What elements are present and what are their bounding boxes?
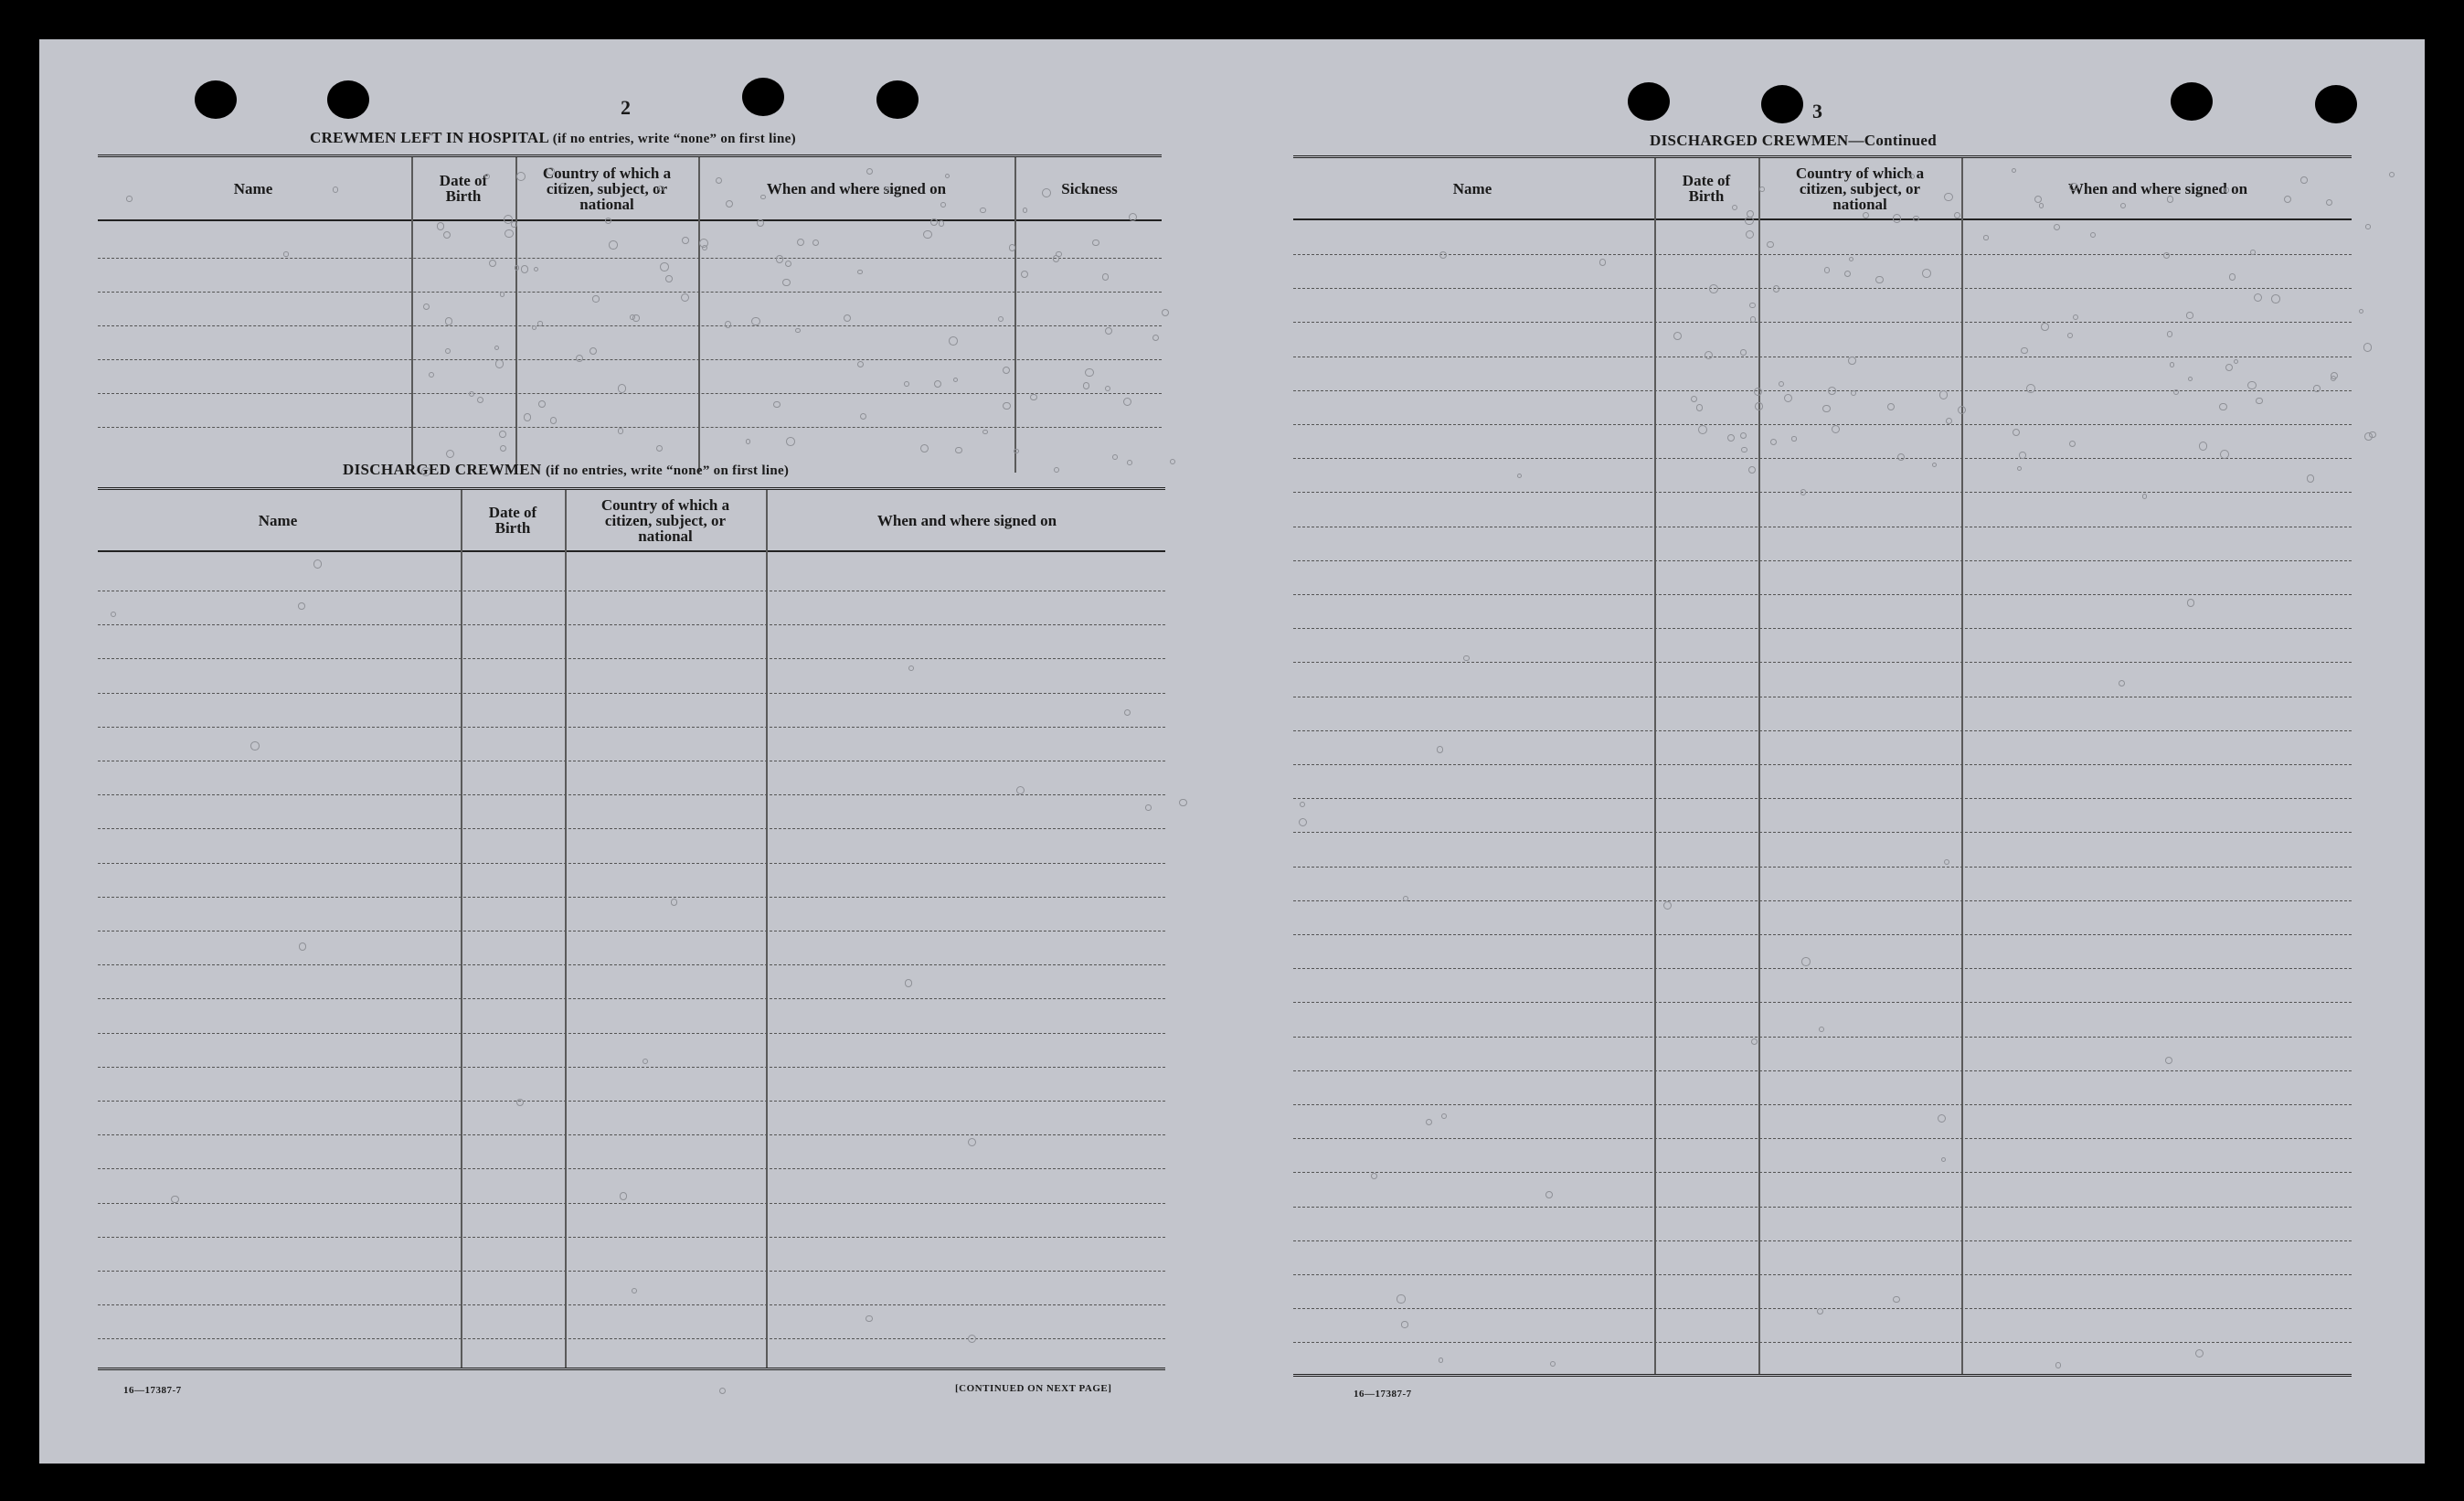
column-header: Name bbox=[233, 179, 273, 197]
paper-speck bbox=[1751, 1038, 1758, 1045]
hospital-title-note: (if no entries, write “none” on first line) bbox=[552, 132, 796, 146]
paper-speck bbox=[538, 400, 546, 408]
paper-speck bbox=[2067, 333, 2073, 338]
entry-line bbox=[1293, 424, 2352, 425]
paper-speck bbox=[857, 361, 864, 367]
paper-speck bbox=[443, 231, 451, 239]
page-number: 2 bbox=[621, 96, 631, 119]
paper-speck bbox=[1944, 193, 1952, 201]
entry-line bbox=[98, 897, 1165, 898]
column-header: Country of which a citizen, subject, or national bbox=[1795, 164, 1925, 213]
paper-speck bbox=[2389, 172, 2395, 177]
hospital-table-header bbox=[98, 157, 1162, 221]
paper-speck bbox=[511, 221, 516, 227]
entry-line bbox=[1293, 1138, 2352, 1139]
paper-speck bbox=[773, 401, 780, 408]
paper-speck bbox=[2225, 187, 2230, 193]
paper-speck bbox=[702, 245, 707, 250]
paper-speck bbox=[1403, 896, 1408, 901]
entry-line bbox=[1293, 1070, 2352, 1071]
paper-speck bbox=[299, 942, 306, 950]
paper-speck bbox=[2026, 384, 2035, 393]
paper-speck bbox=[1791, 436, 1796, 441]
paper-speck bbox=[939, 220, 945, 227]
entry-line bbox=[1293, 1240, 2352, 1241]
paper-speck bbox=[1844, 271, 1851, 277]
hospital-title-text: CREWMEN LEFT IN HOSPITAL bbox=[310, 129, 549, 146]
paper-speck bbox=[560, 183, 565, 187]
entry-line bbox=[98, 1168, 1165, 1169]
paper-speck bbox=[2034, 196, 2042, 203]
paper-speck bbox=[2039, 203, 2044, 208]
paper-speck bbox=[516, 172, 526, 181]
paper-speck bbox=[445, 317, 453, 325]
discharged-table bbox=[98, 487, 1165, 1368]
paper-speck bbox=[2019, 452, 2025, 458]
entry-line bbox=[1293, 560, 2352, 561]
paper-speck bbox=[537, 321, 542, 325]
paper-speck bbox=[2364, 432, 2373, 441]
entry-line bbox=[98, 964, 1165, 965]
column-header: Date of Birth bbox=[488, 504, 537, 537]
paper-speck bbox=[1832, 425, 1840, 433]
paper-speck bbox=[2247, 381, 2257, 390]
paper-speck bbox=[1127, 460, 1132, 465]
paper-speck bbox=[2307, 474, 2315, 483]
paper-speck bbox=[1851, 390, 1856, 396]
form-code: 16—17387-7 bbox=[1354, 1389, 1412, 1400]
paper-speck bbox=[1162, 309, 1169, 316]
paper-speck bbox=[658, 186, 664, 191]
paper-speck bbox=[2300, 176, 2308, 184]
paper-speck bbox=[968, 1138, 976, 1146]
hospital-table bbox=[98, 154, 1162, 473]
column-header: Sickness bbox=[1061, 179, 1118, 197]
paper-speck bbox=[1517, 474, 1522, 478]
paper-speck bbox=[592, 295, 599, 302]
paper-speck bbox=[671, 899, 678, 906]
paper-speck bbox=[660, 262, 669, 271]
paper-speck bbox=[1909, 174, 1915, 179]
entry-line bbox=[1293, 254, 2352, 255]
paper-speck bbox=[1009, 244, 1015, 250]
entry-line bbox=[1293, 764, 2352, 765]
paper-speck bbox=[2167, 331, 2172, 336]
entry-line bbox=[98, 624, 1165, 625]
paper-speck bbox=[682, 237, 689, 244]
entry-line bbox=[98, 427, 1162, 428]
entry-line bbox=[98, 1033, 1165, 1034]
discharged-title-note: (if no entries, write “none” on first line) bbox=[546, 463, 790, 478]
paper-speck bbox=[982, 430, 988, 435]
entry-line bbox=[98, 292, 1162, 293]
paper-speck bbox=[2186, 312, 2193, 318]
paper-speck bbox=[500, 292, 505, 297]
paper-speck bbox=[1939, 390, 1948, 399]
paper-speck bbox=[437, 222, 444, 229]
paper-speck bbox=[2041, 323, 2049, 331]
paper-speck bbox=[550, 417, 557, 423]
paper-speck bbox=[726, 200, 733, 208]
paper-speck bbox=[757, 219, 764, 227]
paper-speck bbox=[1105, 386, 1110, 391]
paper-speck bbox=[1848, 357, 1856, 365]
paper-speck bbox=[2013, 429, 2020, 436]
entry-line bbox=[98, 1304, 1165, 1305]
continued-note: [CONTINUED ON NEXT PAGE] bbox=[955, 1383, 1112, 1394]
paper-speck bbox=[1817, 1308, 1823, 1315]
paper-speck bbox=[1822, 405, 1830, 412]
paper-speck bbox=[2021, 347, 2028, 355]
entry-line bbox=[98, 258, 1162, 259]
entry-line bbox=[1293, 662, 2352, 663]
paper-speck bbox=[2069, 183, 2077, 191]
paper-speck bbox=[2363, 343, 2373, 352]
paper-speck bbox=[589, 347, 597, 355]
paper-speck bbox=[2234, 359, 2238, 364]
paper-speck bbox=[1092, 240, 1099, 247]
paper-speck bbox=[949, 336, 958, 346]
entry-line bbox=[98, 998, 1165, 999]
paper-speck bbox=[1767, 241, 1773, 248]
entry-line bbox=[1293, 968, 2352, 969]
paper-speck bbox=[1021, 271, 1028, 278]
paper-speck bbox=[632, 1288, 637, 1293]
paper-speck bbox=[2271, 294, 2280, 303]
column-header: Name bbox=[258, 511, 298, 529]
paper-speck bbox=[1755, 402, 1763, 410]
column-header: Date of Birth bbox=[1682, 172, 1731, 205]
entry-line bbox=[1293, 832, 2352, 833]
entry-line bbox=[1293, 1002, 2352, 1003]
paper-speck bbox=[1696, 404, 1703, 410]
paper-speck bbox=[866, 1315, 872, 1322]
entry-line bbox=[98, 1101, 1165, 1102]
paper-speck bbox=[250, 741, 260, 750]
paper-speck bbox=[2229, 273, 2236, 281]
discharged-continued-header bbox=[1293, 158, 2352, 220]
paper-speck bbox=[1875, 276, 1884, 284]
page-number: 3 bbox=[1812, 100, 1822, 122]
paper-speck bbox=[2054, 224, 2060, 230]
column-header: Name bbox=[1452, 179, 1492, 197]
column-header: Country of which a citizen, subject, or national bbox=[542, 164, 672, 213]
entry-line bbox=[98, 1203, 1165, 1204]
form-sheet bbox=[39, 39, 2425, 1464]
paper-speck bbox=[2195, 1349, 2204, 1357]
paper-speck bbox=[1145, 804, 1152, 811]
paper-speck bbox=[171, 1196, 179, 1204]
paper-speck bbox=[2313, 385, 2321, 392]
form-code: 16—17387-7 bbox=[123, 1385, 182, 1396]
paper-speck bbox=[1371, 1173, 1377, 1179]
paper-speck bbox=[516, 1099, 524, 1106]
discharged-title-text: DISCHARGED CREWMEN bbox=[343, 461, 542, 478]
paper-speck bbox=[1747, 210, 1754, 218]
paper-speck bbox=[618, 384, 627, 393]
paper-speck bbox=[1691, 396, 1697, 402]
entry-line bbox=[98, 393, 1162, 394]
paper-speck bbox=[532, 325, 536, 330]
entry-line bbox=[1293, 288, 2352, 289]
paper-speck bbox=[2170, 362, 2174, 367]
paper-speck bbox=[1748, 466, 1756, 474]
entry-line bbox=[1293, 1207, 2352, 1208]
column-header: When and where signed on bbox=[766, 179, 947, 197]
column-header: When and where signed on bbox=[2067, 179, 2248, 197]
paper-speck bbox=[1083, 382, 1090, 389]
paper-speck bbox=[1740, 349, 1747, 356]
paper-speck bbox=[812, 240, 819, 246]
entry-line bbox=[98, 1237, 1165, 1238]
paper-speck bbox=[1849, 257, 1853, 261]
paper-speck bbox=[521, 265, 529, 273]
entry-line bbox=[1293, 934, 2352, 935]
column-header: Date of Birth bbox=[439, 172, 488, 205]
entry-line bbox=[1293, 458, 2352, 459]
paper-speck bbox=[844, 314, 851, 322]
paper-speck bbox=[499, 431, 506, 438]
paper-speck bbox=[782, 279, 790, 286]
paper-speck bbox=[1819, 1027, 1824, 1032]
paper-speck bbox=[484, 174, 490, 179]
paper-speck bbox=[2250, 250, 2256, 255]
entry-line bbox=[1293, 594, 2352, 595]
column-header: Country of which a citizen, subject, or national bbox=[600, 495, 730, 545]
paper-speck bbox=[2163, 252, 2170, 259]
paper-speck bbox=[1705, 351, 1713, 359]
entry-line bbox=[1293, 322, 2352, 323]
discharged-continued-table bbox=[1293, 155, 2352, 1374]
paper-speck bbox=[1397, 1294, 1405, 1303]
paper-speck bbox=[1983, 235, 1989, 240]
entry-line bbox=[1293, 1274, 2352, 1275]
paper-speck bbox=[1750, 316, 1756, 322]
paper-speck bbox=[515, 265, 519, 270]
paper-speck bbox=[421, 467, 430, 476]
paper-speck bbox=[2055, 1362, 2061, 1368]
paper-speck bbox=[126, 196, 132, 201]
discharged-table-header bbox=[98, 490, 1165, 552]
paper-speck bbox=[1102, 273, 1109, 280]
paper-speck bbox=[620, 1192, 627, 1199]
paper-speck bbox=[2365, 224, 2371, 229]
paper-speck bbox=[2142, 494, 2148, 499]
paper-speck bbox=[1887, 403, 1895, 410]
entry-line bbox=[1293, 1104, 2352, 1105]
entry-line bbox=[98, 693, 1165, 694]
paper-speck bbox=[1824, 267, 1830, 272]
paper-speck bbox=[1863, 212, 1869, 218]
entry-line bbox=[98, 325, 1162, 326]
entry-line bbox=[1293, 900, 2352, 901]
paper-speck bbox=[795, 328, 800, 333]
paper-speck bbox=[1112, 454, 1118, 460]
paper-speck bbox=[1922, 269, 1931, 278]
paper-speck bbox=[1085, 368, 1094, 378]
discharged-section-title bbox=[343, 461, 789, 479]
paper-speck bbox=[1179, 799, 1186, 806]
paper-speck bbox=[980, 208, 985, 213]
paper-speck bbox=[1437, 746, 1443, 752]
paper-speck bbox=[1023, 208, 1027, 212]
paper-speck bbox=[665, 275, 673, 282]
entry-line bbox=[1293, 867, 2352, 868]
paper-speck bbox=[494, 346, 499, 350]
paper-speck bbox=[1545, 1191, 1553, 1198]
paper-speck bbox=[797, 239, 804, 246]
entry-line bbox=[1293, 628, 2352, 629]
paper-speck bbox=[2167, 196, 2173, 202]
paper-speck bbox=[2165, 1057, 2172, 1064]
entry-line bbox=[98, 828, 1165, 829]
paper-speck bbox=[618, 428, 624, 434]
paper-speck bbox=[534, 267, 538, 271]
entry-line bbox=[98, 1067, 1165, 1068]
paper-speck bbox=[716, 177, 722, 184]
hospital-section-title bbox=[310, 129, 796, 147]
entry-line bbox=[1293, 798, 2352, 799]
paper-speck bbox=[609, 240, 617, 249]
paper-speck bbox=[2199, 442, 2208, 451]
entry-line bbox=[1293, 492, 2352, 493]
paper-speck bbox=[1745, 217, 1753, 225]
paper-speck bbox=[885, 186, 889, 191]
paper-speck bbox=[2220, 450, 2229, 459]
paper-speck bbox=[298, 602, 305, 610]
paper-speck bbox=[504, 229, 513, 238]
entry-line bbox=[98, 1134, 1165, 1135]
entry-line bbox=[98, 1338, 1165, 1339]
paper-speck bbox=[1014, 449, 1019, 454]
paper-speck bbox=[1913, 216, 1918, 221]
paper-speck bbox=[2188, 377, 2193, 381]
paper-speck bbox=[1946, 418, 1952, 424]
paper-speck bbox=[725, 321, 731, 327]
paper-speck bbox=[1042, 188, 1051, 197]
paper-speck bbox=[860, 413, 866, 420]
entry-line bbox=[1293, 730, 2352, 731]
paper-speck bbox=[1401, 1321, 1407, 1327]
entry-line bbox=[98, 863, 1165, 864]
paper-speck bbox=[1932, 463, 1937, 467]
paper-speck bbox=[1599, 259, 1606, 265]
paper-speck bbox=[1003, 402, 1011, 410]
paper-speck bbox=[866, 168, 873, 175]
entry-line bbox=[1293, 1037, 2352, 1038]
entry-line bbox=[98, 658, 1165, 659]
discharged-continued-title: DISCHARGED CREWMEN—Continued bbox=[1650, 132, 1937, 149]
entry-line bbox=[98, 727, 1165, 728]
entry-line bbox=[1293, 1172, 2352, 1173]
paper-speck bbox=[1056, 251, 1061, 257]
paper-speck bbox=[423, 303, 430, 310]
paper-speck bbox=[313, 559, 323, 569]
entry-line bbox=[1293, 1342, 2352, 1343]
paper-speck bbox=[1441, 1113, 1447, 1119]
entry-line bbox=[98, 794, 1165, 795]
paper-speck bbox=[904, 381, 909, 387]
column-header: When and where signed on bbox=[876, 511, 1057, 529]
paper-speck bbox=[1463, 655, 1470, 662]
paper-speck bbox=[940, 202, 946, 208]
paper-speck bbox=[1759, 186, 1765, 192]
paper-speck bbox=[283, 251, 288, 256]
paper-speck bbox=[111, 612, 116, 617]
paper-speck bbox=[2187, 599, 2194, 606]
paper-speck bbox=[1773, 285, 1780, 293]
paper-speck bbox=[1893, 214, 1901, 222]
paper-speck bbox=[1170, 459, 1175, 464]
entry-line bbox=[98, 359, 1162, 360]
entry-line bbox=[1293, 390, 2352, 391]
paper-speck bbox=[1129, 213, 1137, 221]
right-page bbox=[1227, 39, 2425, 1464]
paper-speck bbox=[605, 218, 611, 224]
paper-speck bbox=[923, 230, 931, 239]
left-page bbox=[39, 39, 1227, 1464]
paper-speck bbox=[857, 270, 862, 274]
paper-speck bbox=[2012, 168, 2016, 173]
paper-speck bbox=[630, 314, 635, 320]
entry-line bbox=[98, 1271, 1165, 1272]
